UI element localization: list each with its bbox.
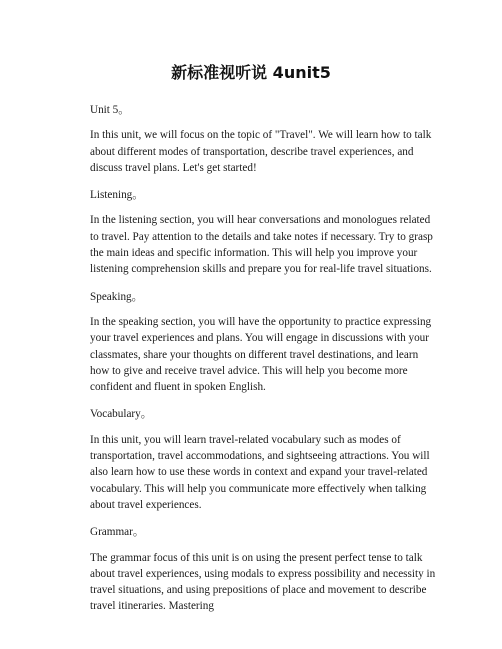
intro-paragraph: In this unit, we will focus on the topic of "Travel". We will learn how to talk about different modes of transportation, describe travel experiences, and discuss travel plans. Let's get started! xyxy=(90,129,432,174)
listening-heading: Listening。 xyxy=(90,189,144,202)
unit-heading: Unit 5。 xyxy=(90,104,130,116)
vocabulary-heading: Vocabulary。 xyxy=(90,408,152,421)
listening-paragraph: In the listening section, you will hear conversations and monologues related to travel. Pay attention to the details and take notes if necessary. Try to grasp the main ideas and specific information. This will help you improve your listening comprehension skills and prepare you for real-life travel situations. xyxy=(90,214,433,276)
document-body xyxy=(90,102,440,626)
vocabulary-paragraph: In this unit, you will learn travel-related vocabulary such as modes of transportation, travel accommodations, and sightseeing attractions. You will also learn how to use these words in context and expand your travel-related vocabulary. This will help you communicate more effectively when talking about travel experiences. xyxy=(90,433,430,511)
grammar-paragraph: The grammar focus of this unit is on using the present perfect tense to talk about travel experiences, using modals to express possibility and necessity in travel situations, and using prepositions of place and movement to describe travel itineraries. Mastering xyxy=(90,551,436,613)
speaking-paragraph: In the speaking section, you will have the opportunity to practice expressing your travel experiences and plans. You will engage in discussions with your classmates, share your thoughts on different travel destinations, and learn how to give and receive travel advice. This will help you become more confident and fluent in spoken English. xyxy=(90,315,432,394)
speaking-heading: Speaking。 xyxy=(90,290,143,303)
document-title: 新标准视听说 4unit5 xyxy=(171,63,331,82)
grammar-heading: Grammar。 xyxy=(90,526,145,539)
